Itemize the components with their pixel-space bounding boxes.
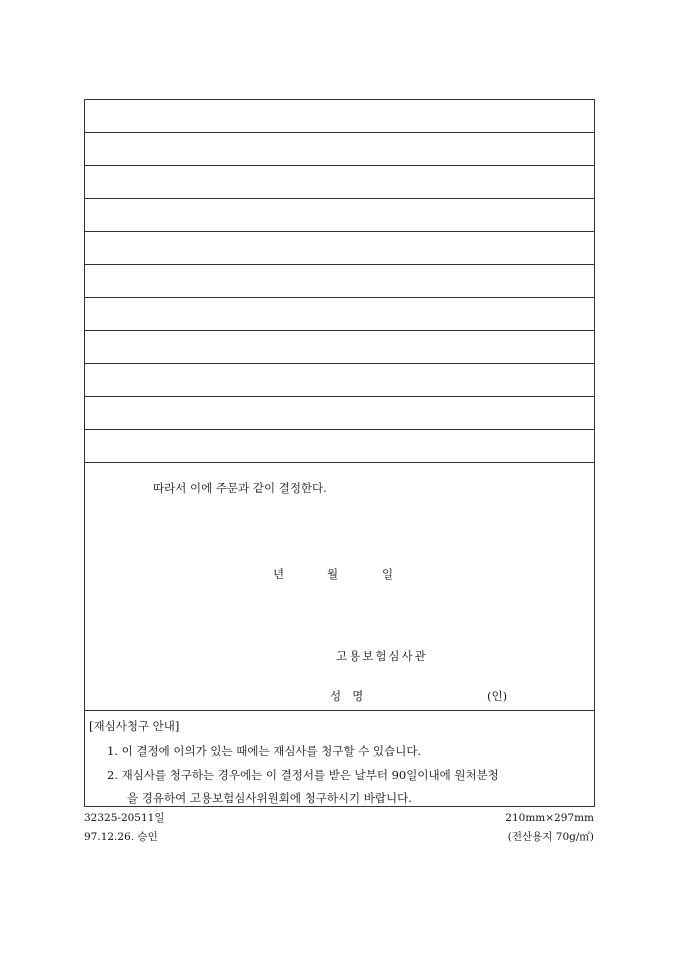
examiner-title: 고용보험심사관 [336,649,428,663]
blank-row [85,199,594,232]
blank-row [85,100,594,133]
date-month: 월 [327,567,339,581]
date-day: 일 [382,567,394,581]
blank-row [85,430,594,463]
form-code: 32325-20511일 [84,812,165,824]
blank-row [85,397,594,430]
notice-item: 2. 재심사를 청구하는 경우에는 이 결정서를 받은 날부터 90일이내에 원처분청 [107,768,499,782]
name-label: 성 명 [330,689,364,703]
blank-row [85,232,594,265]
blank-row [85,331,594,364]
notice-section [85,710,594,807]
notice-title: [재심사청구 안내] [89,719,180,733]
blank-row [85,364,594,397]
decision-section [85,463,594,710]
date-year: 년 [273,567,285,581]
blank-row [85,265,594,298]
paper-type: (전산용지 70g/㎡) [507,831,594,843]
decision-form [84,99,595,807]
approval-date: 97.12.26. 승인 [84,831,158,843]
blank-row [85,298,594,331]
blank-row [85,166,594,199]
decision-statement: 따라서 이에 주문과 같이 결정한다. [153,481,327,495]
paper-size: 210mm×297mm [505,812,594,824]
seal-label: (인) [487,689,508,703]
notice-item-continued: 을 경유하여 고용보험심사위원회에 청구하시기 바랍니다. [127,791,412,805]
notice-item: 1. 이 결정에 이의가 있는 때에는 재심사를 청구할 수 있습니다. [107,744,422,758]
blank-row [85,133,594,166]
